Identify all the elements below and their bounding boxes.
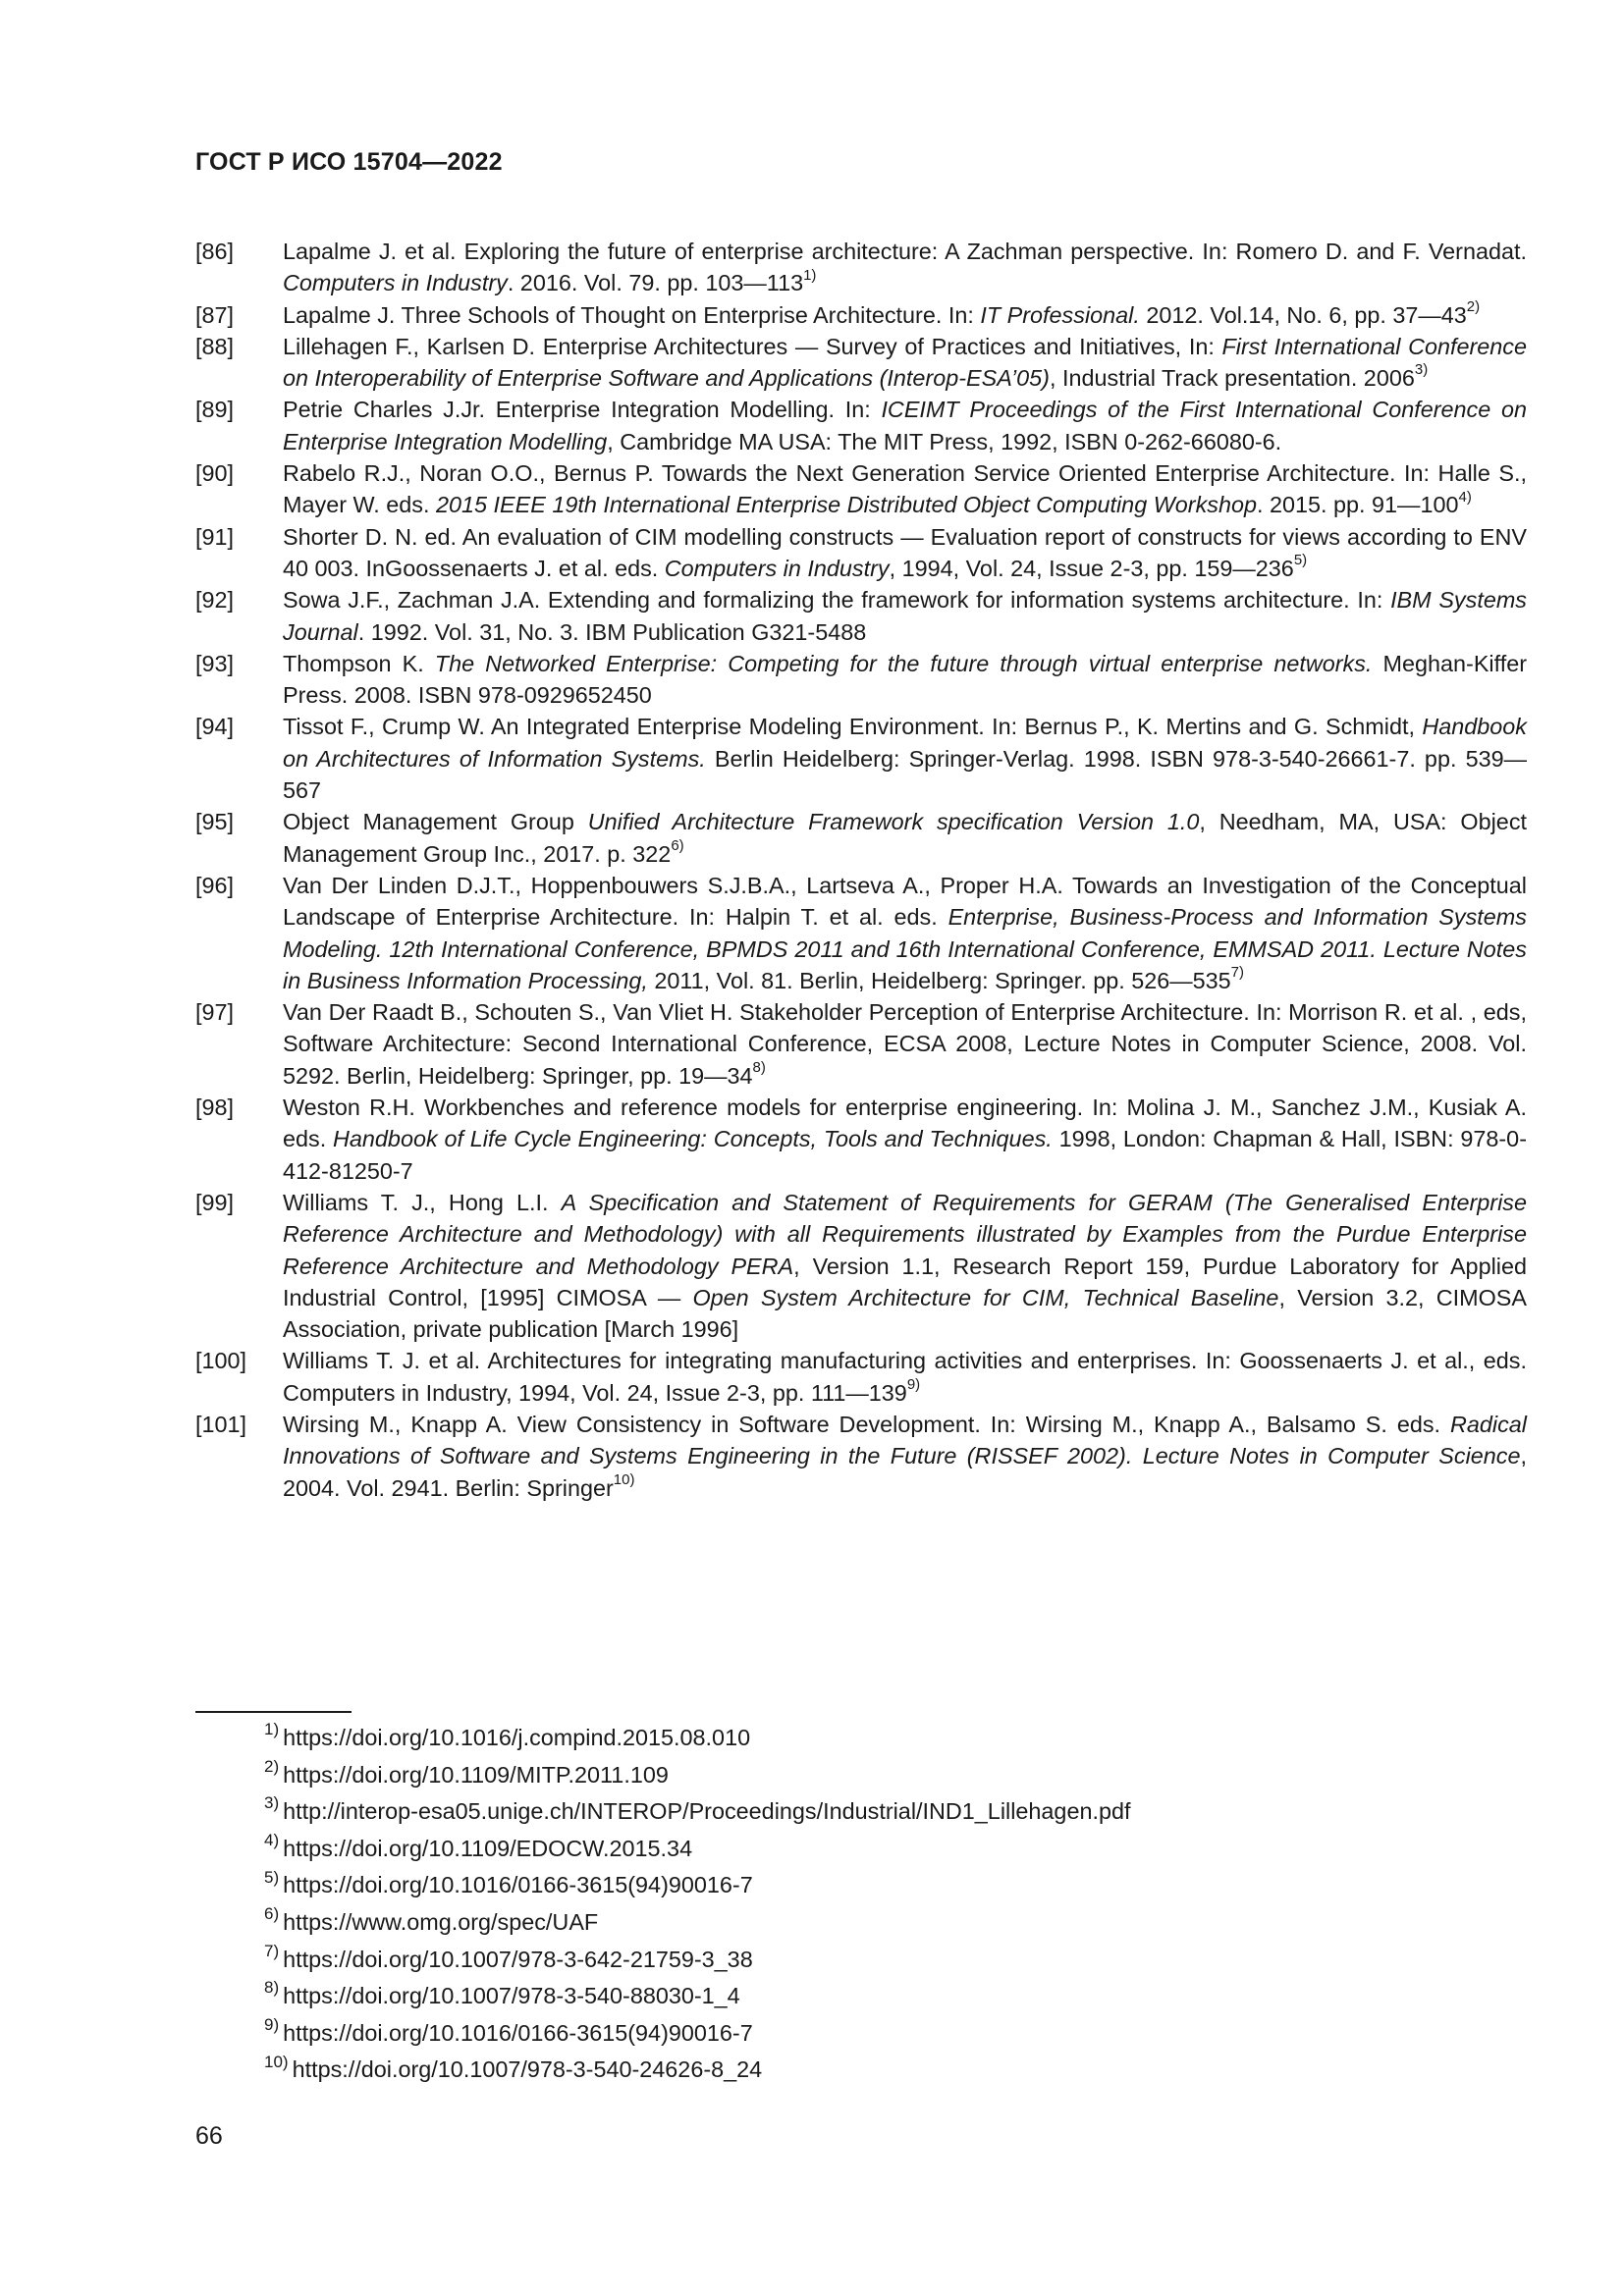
reference-title-italic: Computers in Industry xyxy=(664,555,890,581)
footnote-url: https://doi.org/10.1016/0166-3615(94)90016-7 xyxy=(283,2019,753,2046)
reference-text-segment: . 2016. Vol. 79. pp. 103—113 xyxy=(507,270,804,296)
footnote-url: http://interop-esa05.unige.ch/INTEROP/Proceedings/Industrial/IND1_Lillehagen.pdf xyxy=(283,1798,1131,1825)
footnote-mark: 6) xyxy=(264,1904,280,1924)
reference-text-segment: Lapalme J. et al. Exploring the future of enterprise architecture: A Zachman perspective. In: Romero D. and F. Vernadat. xyxy=(283,239,1527,264)
footnote-url: https://doi.org/10.1109/MITP.2011.109 xyxy=(283,1761,669,1788)
reference-text-segment: , 2004. Vol. 2941. Berlin: Springer xyxy=(283,1443,1527,1501)
reference-number: [90] xyxy=(195,460,235,487)
footnote xyxy=(264,1904,1130,1942)
reference-entry xyxy=(195,584,1527,648)
reference-text xyxy=(283,239,1527,295)
reference-text-segment: , Industrial Track presentation. 2006 xyxy=(1049,365,1415,392)
reference-text-segment: Van Der Raadt B., Schouten S., Van Vliet H. Stakeholder Perception of Enterprise Architecture. In: Morrison R. et al. , eds, Software Architecture: Second International Conference, ECSA 2008, Lecture Notes in Computer Science, 2008. Vol. 5292. Berlin, Heidelberg: Springer, pp. 19—34 xyxy=(283,999,1527,1089)
reference-number: [86] xyxy=(195,239,235,264)
footnote-mark: 1) xyxy=(264,1720,280,1739)
reference-title-italic: 2015 IEEE 19th International Enterprise Distributed Object Computing Workshop xyxy=(435,492,1257,518)
reference-text xyxy=(283,873,1527,993)
reference-entry xyxy=(195,870,1527,996)
reference-title-italic: Open System Architecture for CIM, Technical Baseline xyxy=(692,1284,1279,1310)
footnote xyxy=(264,1793,1130,1831)
reference-title-italic: The Networked Enterprise: Competing for the future through virtual enterprise networks. xyxy=(434,650,1373,676)
reference-text-segment: Weston R.H. Workbenches and reference models for enterprise engineering. In: Molina J. M., Sanchez J.M., Kusiak A. eds. xyxy=(283,1095,1527,1152)
reference-text-segment: Thompson K. xyxy=(283,650,435,676)
reference-title-italic: Computers in Industry xyxy=(283,270,508,296)
reference-entry xyxy=(195,648,1527,712)
footnote-marker: 7) xyxy=(1230,964,1245,982)
footnote-url: https://www.omg.org/spec/UAF xyxy=(283,1908,599,1935)
reference-text-segment: Williams T. J. et al. Architectures for integrating manufacturing activities and enterprises. In: Goossenaerts J. et al., eds. Computers in Industry, 1994, Vol. 24, Issue 2-3, pp. 111—139 xyxy=(283,1348,1527,1406)
footnote-separator xyxy=(195,1711,352,1713)
reference-text-segment: . 1992. Vol. 31, No. 3. IBM Publication G321-5488 xyxy=(357,618,867,645)
reference-text xyxy=(283,334,1527,391)
reference-number: [91] xyxy=(195,523,235,550)
page-number: 66 xyxy=(195,2122,223,2150)
footnote xyxy=(264,1757,1130,1794)
reference-title-italic: Enterprise, Business-Process and Information Systems Modeling. 12th International Conference, BPMDS 2011 and 16th International Conference, EMMSAD 2011. Lecture Notes in Business Information Processing, xyxy=(283,904,1527,993)
footnote xyxy=(264,1942,1130,1979)
footnote-list xyxy=(264,1720,1130,2089)
reference-text-segment: Rabelo R.J., Noran O.O., Bernus P. Towards the Next Generation Service Oriented Enterprise Architecture. In: Halle S., Mayer W. eds. xyxy=(283,460,1527,518)
reference-text-segment: Lapalme J. Three Schools of Thought on Enterprise Architecture. In: xyxy=(283,301,981,328)
reference-text-segment: , Cambridge MA USA: The MIT Press, 1992, ISBN 0-262-66080-6. xyxy=(607,428,1282,454)
reference-text xyxy=(283,714,1527,803)
footnote xyxy=(264,1831,1130,1868)
reference-entry xyxy=(195,457,1527,521)
footnote-url: https://doi.org/10.1016/0166-3615(94)90016-7 xyxy=(283,1872,753,1898)
reference-text-segment: Sowa J.F., Zachman J.A. Extending and formalizing the framework for information systems architecture. In: xyxy=(283,587,1391,614)
reference-text xyxy=(283,297,1481,328)
footnote-mark: 10) xyxy=(264,2052,289,2071)
footnote-marker: 1) xyxy=(803,266,817,284)
reference-text-segment: Tissot F., Crump W. An Integrated Enterprise Modeling Environment. In: Bernus P., K. Mertins and G. Schmidt, xyxy=(283,714,1423,740)
footnote-marker: 3) xyxy=(1414,361,1429,379)
footnote-mark: 5) xyxy=(264,1867,280,1887)
footnote xyxy=(264,1978,1130,2015)
reference-entry xyxy=(195,996,1527,1092)
reference-text xyxy=(283,1348,1527,1405)
reference-entry xyxy=(195,1187,1527,1345)
reference-title-italic: Handbook of Life Cycle Engineering: Concepts, Tools and Techniques. xyxy=(333,1126,1053,1152)
reference-entry xyxy=(195,1409,1527,1504)
reference-text xyxy=(283,524,1527,581)
reference-entry xyxy=(195,331,1527,395)
reference-text-segment: Shorter D. N. ed. An evaluation of CIM modelling constructs — Evaluation report of constructs for views according to ENV 40 003. InGoossenaerts J. et al. eds. xyxy=(283,523,1527,581)
footnote-marker: 2) xyxy=(1466,297,1481,315)
reference-title-italic: IT Professional. xyxy=(980,301,1140,328)
reference-number: [92] xyxy=(195,587,235,614)
reference-number: [88] xyxy=(195,333,235,359)
reference-list xyxy=(195,236,1527,1504)
reference-number: [95] xyxy=(195,809,235,835)
footnote xyxy=(264,1720,1130,1757)
reference-text-segment: , 1994, Vol. 24, Issue 2-3, pp. 159—236 xyxy=(889,555,1294,581)
reference-entry xyxy=(195,236,1527,299)
reference-title-italic: Handbook on Architectures of Information Systems. xyxy=(283,714,1527,772)
reference-number: [94] xyxy=(195,714,235,740)
footnote-url: https://doi.org/10.1007/978-3-540-24626-8_24 xyxy=(292,2056,763,2083)
reference-number: [98] xyxy=(195,1095,235,1121)
footnote-url: https://doi.org/10.1007/978-3-540-88030-1_4 xyxy=(283,1983,740,2009)
reference-text-segment: Van Der Linden D.J.T., Hoppenbouwers S.J.B.A., Lartseva A., Proper H.A. Towards an Investigation of the Conceptual Landscape of Enterprise Architecture. In: Halpin T. et al. eds. xyxy=(283,872,1527,931)
reference-text-segment: 2012. Vol.14, No. 6, pp. 37—43 xyxy=(1139,301,1467,328)
reference-title-italic: Unified Architecture Framework specification Version 1.0 xyxy=(587,809,1200,835)
footnote-url: https://doi.org/10.1007/978-3-642-21759-3_38 xyxy=(283,1946,753,1972)
reference-text-segment: 1998, London: Chapman & Hall, ISBN: 978-0-412-81250-7 xyxy=(283,1126,1527,1184)
footnote-mark: 2) xyxy=(264,1756,280,1776)
footnote xyxy=(264,1867,1130,1904)
reference-text xyxy=(283,1412,1527,1501)
reference-title-italic: A Specification and Statement of Requirements for GERAM (The Generalised Enterprise Reference Architecture and Methodology) with all Requirements illustrated by Examples from the Purdue Enterprise Reference Architecture and Methodology PERA xyxy=(283,1189,1527,1279)
footnote xyxy=(264,2015,1130,2053)
reference-number: [93] xyxy=(195,650,235,676)
reference-text xyxy=(283,460,1527,517)
reference-title-italic: First International Conference on Interoperability of Enterprise Software and Applications (Interop-ESA’05) xyxy=(283,333,1527,392)
page-header-title: ГОСТ Р ИСО 15704—2022 xyxy=(195,148,503,176)
reference-number: [87] xyxy=(195,301,235,328)
reference-text-segment: Williams T. J., Hong L.I. xyxy=(283,1189,562,1215)
reference-text xyxy=(283,587,1527,644)
footnote-url: https://doi.org/10.1016/j.compind.2015.08.010 xyxy=(283,1725,751,1750)
reference-text xyxy=(283,999,1527,1089)
footnote-mark: 7) xyxy=(264,1941,280,1960)
footnote-marker: 6) xyxy=(671,836,684,854)
reference-text xyxy=(283,651,1527,708)
reference-text-segment: 2011, Vol. 81. Berlin, Heidelberg: Springer. pp. 526—535 xyxy=(647,967,1231,993)
reference-text-segment: Berlin Heidelberg: Springer-Verlag. 1998. ISBN 978-3-540-26661-7. pp. 539—567 xyxy=(283,745,1527,804)
reference-entry xyxy=(195,299,1527,331)
reference-number: [101] xyxy=(195,1411,247,1437)
footnote-mark: 4) xyxy=(264,1830,280,1849)
reference-entry xyxy=(195,711,1527,806)
reference-number: [99] xyxy=(195,1189,235,1215)
reference-title-italic: Radical Innovations of Software and Systems Engineering in the Future (RISSEF 2002). Lecture Notes in Computer Science xyxy=(283,1411,1527,1469)
footnote-marker: 8) xyxy=(752,1058,766,1076)
reference-entry xyxy=(195,806,1527,870)
reference-title-italic: ICEIMT Proceedings of the First International Conference on Enterprise Integration Modelling xyxy=(283,397,1527,454)
reference-text-segment: Wirsing M., Knapp A. View Consistency in Software Development. In: Wirsing M., Knapp A., Balsamo S. eds. xyxy=(283,1411,1450,1437)
reference-text-segment: , Version 1.1, Research Report 159, Purdue Laboratory for Applied Industrial Control, [1995] CIMOSA — xyxy=(283,1253,1527,1310)
reference-entry xyxy=(195,1092,1527,1187)
reference-text-segment: Object Management Group xyxy=(283,809,588,835)
footnote-marker: 4) xyxy=(1458,488,1472,506)
reference-number: [96] xyxy=(195,872,235,898)
footnote-mark: 8) xyxy=(264,1978,280,1998)
footnote-marker: 10) xyxy=(613,1470,635,1488)
reference-text xyxy=(283,1190,1527,1342)
reference-text xyxy=(283,809,1527,866)
footnote xyxy=(264,2052,1130,2089)
reference-number: [89] xyxy=(195,397,235,423)
footnote-mark: 9) xyxy=(264,2014,280,2034)
reference-entry xyxy=(195,394,1527,457)
reference-text-segment: , Needham, MA, USA: Object Management Group Inc., 2017. p. 322 xyxy=(283,809,1528,867)
reference-entry xyxy=(195,1345,1527,1409)
reference-text-segment: , Version 3.2, CIMOSA Association, private publication [March 1996] xyxy=(283,1284,1527,1343)
reference-number: [97] xyxy=(195,999,235,1026)
reference-text-segment: Meghan-Kiffer Press. 2008. ISBN 978-0929652450 xyxy=(283,650,1527,709)
footnote-marker: 9) xyxy=(906,1375,921,1393)
reference-title-italic: IBM Systems Journal xyxy=(283,587,1528,645)
footnote-marker: 5) xyxy=(1293,552,1308,569)
reference-text-segment: Petrie Charles J.Jr. Enterprise Integration Modelling. In: xyxy=(283,397,882,423)
reference-text xyxy=(283,397,1527,454)
reference-number: [100] xyxy=(195,1348,247,1374)
reference-text-segment: . 2015. pp. 91—100 xyxy=(1257,492,1459,518)
footnote-mark: 3) xyxy=(264,1793,280,1813)
reference-text xyxy=(283,1095,1527,1184)
reference-text-segment: Lillehagen F., Karlsen D. Enterprise Architectures — Survey of Practices and Initiatives, In: xyxy=(283,333,1222,359)
footnote-url: https://doi.org/10.1109/EDOCW.2015.34 xyxy=(283,1835,693,1861)
reference-entry xyxy=(195,521,1527,585)
